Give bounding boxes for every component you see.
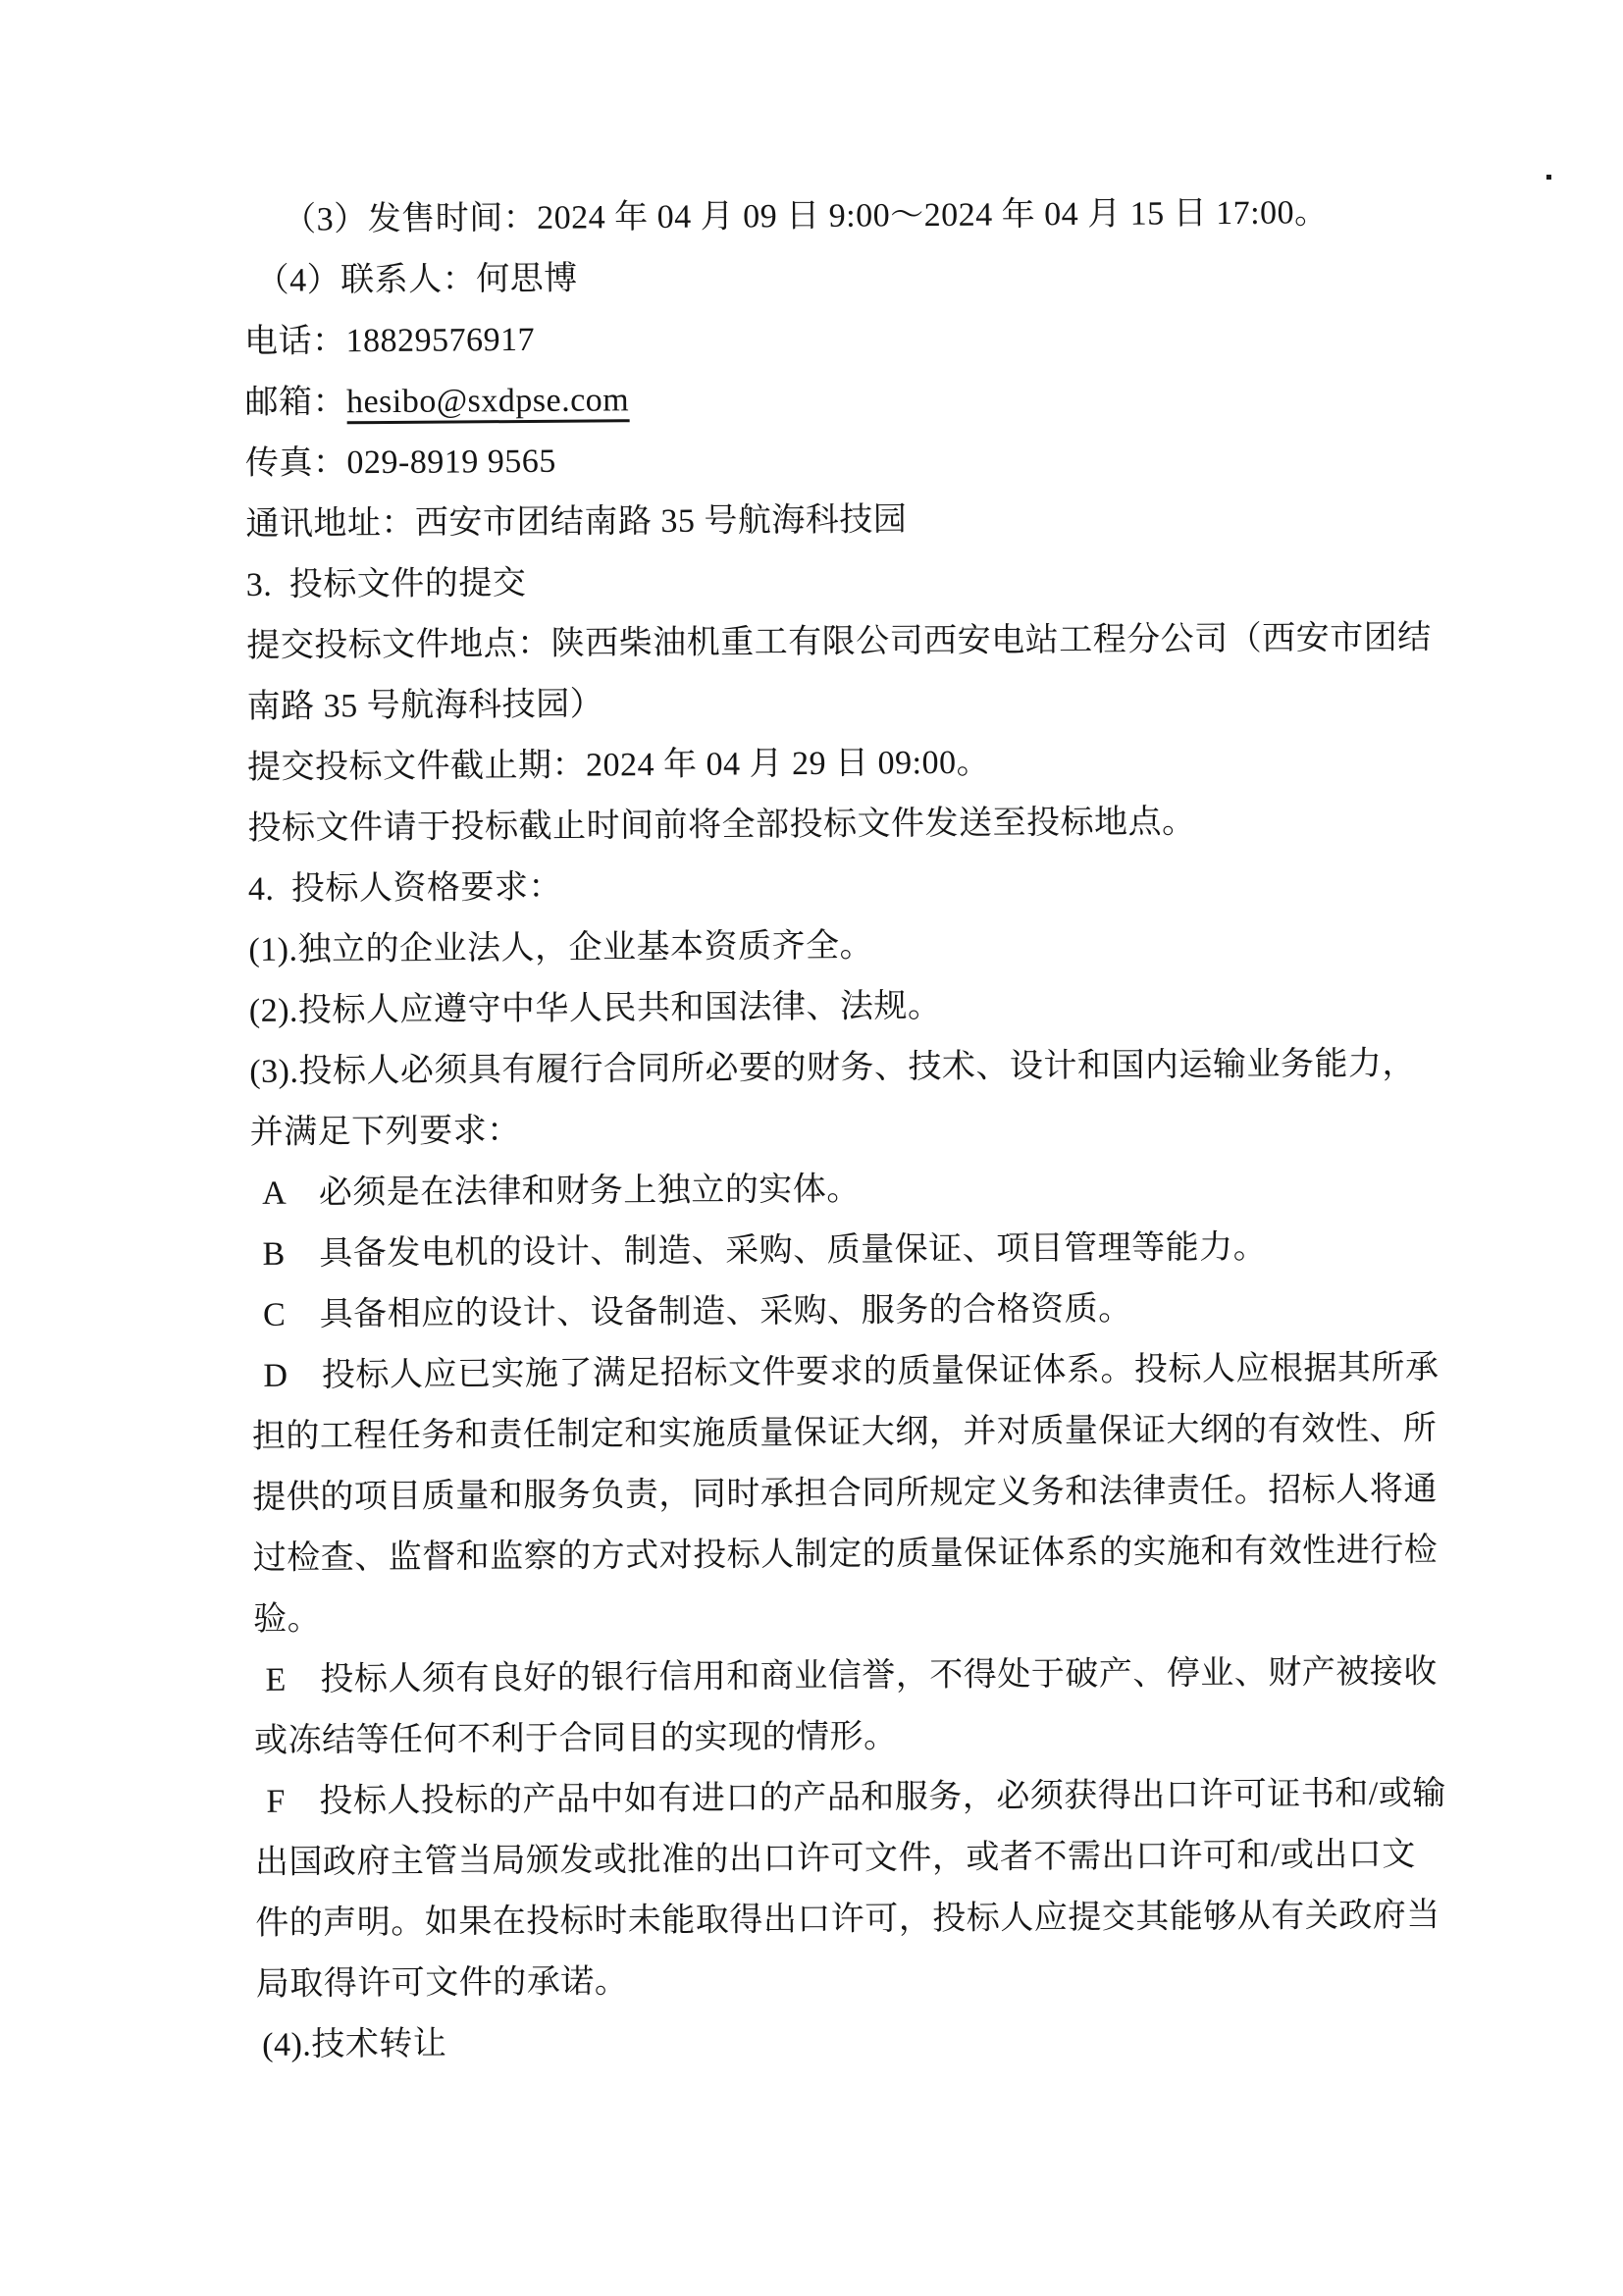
line-item-A: A 必须是在法律和财务上独立的实体。	[262, 1171, 861, 1212]
line-requirement-1: (1).独立的企业法人，企业基本资质齐全。	[248, 927, 874, 968]
line-phone: 电话：18829576917	[243, 321, 536, 360]
line-item-F-2: 出国政府主管当局颁发或批准的出口许可文件，或者不需出口许可和/或出口文	[254, 1836, 1416, 1881]
line-item-F-3: 件的声明。如果在投标时未能取得出口许可，投标人应提交其能够从有关政府当	[255, 1897, 1440, 1942]
line-item-C: C 具备相应的设计、设备制造、采购、服务的合格资质。	[262, 1290, 1132, 1333]
line-submission-place-2: 南路 35 号航海科技园）	[246, 686, 604, 725]
line-section-3-title: 3. 投标文件的提交	[245, 564, 527, 603]
line-submission-deadline: 提交投标文件截止期：2024 年 04 月 29 日 09:00。	[246, 744, 991, 786]
line-submission-note: 投标文件请于投标截止时间前将全部投标文件发送至投标地点。	[247, 804, 1196, 847]
line-requirement-3b: 并满足下列要求：	[249, 1113, 521, 1151]
line-sale-time: （3）发售时间：2024 年 04 月 09 日 9:00～2024 年 04 月 15 日 17:00。	[283, 194, 1329, 238]
line-item-D-5: 验。	[253, 1600, 322, 1638]
line-requirement-2: (2).投标人应遵守中华人民共和国法律、法规。	[248, 988, 942, 1029]
line-item-D-3: 提供的项目质量和服务负责，同时承担合同所规定义务和法律责任。招标人将通	[252, 1471, 1438, 1516]
line-email	[244, 365, 1437, 434]
line-requirement-3a: (3).投标人必须具有履行合同所必要的财务、技术、设计和国内运输业务能力，	[249, 1045, 1417, 1090]
document-text	[243, 183, 1448, 2076]
line-requirement-4-title: (4).技术转让	[262, 2025, 447, 2063]
line-item-E-2: 或冻结等任何不利于合同目的实现的情形。	[253, 1718, 898, 1759]
line-item-E-1: E 投标人须有良好的银行信用和商业信誉，不得处于破产、停业、财产被接收	[265, 1653, 1438, 1698]
email-address: hesibo@sxdpse.com	[346, 382, 629, 424]
line-fax: 传真：029-8919 9565	[244, 443, 556, 482]
line-item-D-4: 过检查、监督和监察的方式对投标人制定的质量保证体系的实施和有效性进行检	[252, 1532, 1439, 1577]
line-submission-place-1: 提交投标文件地点：陕西柴油机重工有限公司西安电站工程分公司（西安市团结	[246, 619, 1432, 664]
scan-speck	[1546, 175, 1551, 180]
line-section-4-title: 4. 投标人资格要求：	[247, 868, 563, 908]
line-item-B: B 具备发电机的设计、制造、采购、质量保证、项目管理等能力。	[262, 1228, 1268, 1273]
line-item-D-1: D 投标人应已实施了满足招标文件要求的质量保证体系。投标人应根据其所承	[263, 1349, 1440, 1394]
line-contact-person: （4）联系人：何思博	[255, 260, 578, 299]
line-text: 邮箱：	[244, 384, 347, 421]
line-item-F-1: F 投标人投标的产品中如有进口的产品和服务，必须获得出口许可证书和/或输	[266, 1775, 1446, 1820]
line-item-D-2: 担的工程任务和责任制定和实施质量保证大纲，并对质量保证大纲的有效性、所	[251, 1410, 1438, 1455]
line-item-F-4: 局取得许可文件的承诺。	[255, 1963, 629, 2003]
line-postal-address: 通讯地址：西安市团结南路 35 号航海科技园	[245, 501, 908, 543]
